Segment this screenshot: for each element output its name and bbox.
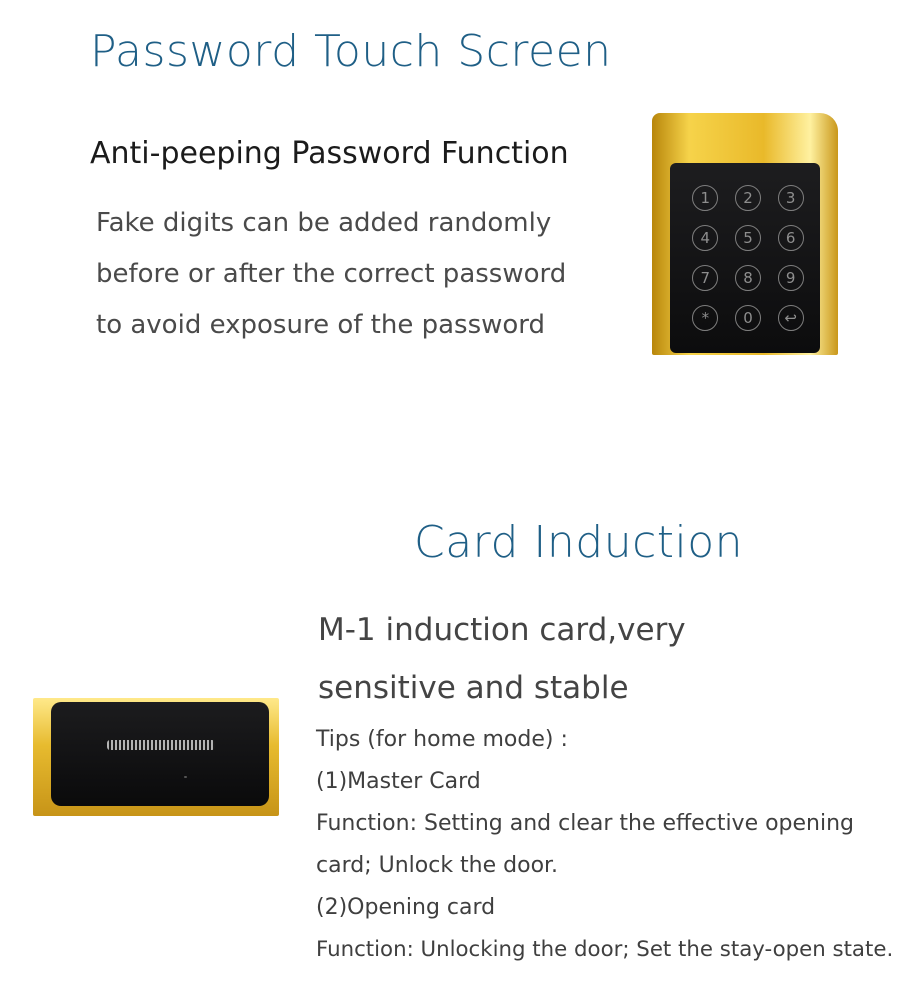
- keypad-key: 5: [735, 225, 761, 251]
- section-subtitle-anti-peeping: Anti-peeping Password Function: [90, 136, 569, 171]
- description-line: to avoid exposure of the password: [96, 310, 546, 340]
- tips-heading: Tips (for home mode) :: [316, 727, 568, 752]
- tips-item: card; Unlock the door.: [316, 853, 559, 878]
- keypad-key-zero: 0: [735, 305, 761, 331]
- keypad-key-star: *: [692, 305, 718, 331]
- keypad-grid: [684, 185, 812, 331]
- tips-item: (1)Master Card: [316, 769, 481, 794]
- card-induction-subtitle: [318, 601, 686, 717]
- keypad-key: 6: [778, 225, 804, 251]
- keypad-key: 7: [692, 265, 718, 291]
- description-line: before or after the correct password: [96, 259, 567, 289]
- keypad-lock-image: [652, 113, 838, 355]
- keypad-key-enter: ↩: [778, 305, 804, 331]
- keypad-key: 1: [692, 185, 718, 211]
- section-title-password: Password Touch Screen: [90, 26, 612, 77]
- description-line: Fake digits can be added randomly: [96, 208, 552, 238]
- keypad-key: 2: [735, 185, 761, 211]
- indicator-led-icon: [184, 776, 187, 778]
- tips-item: Function: Unlocking the door; Set the stay-open state.: [316, 937, 894, 962]
- card-reader-image: [33, 698, 279, 816]
- section-title-card-induction: Card Induction: [414, 517, 744, 568]
- card-slot-icon: [107, 740, 215, 750]
- keypad-key: 8: [735, 265, 761, 291]
- card-reader-panel: [51, 702, 269, 806]
- tips-item: (2)Opening card: [316, 895, 496, 920]
- password-description: [96, 198, 566, 351]
- keypad-panel: [670, 163, 820, 353]
- keypad-key: 3: [778, 185, 804, 211]
- keypad-key: 9: [778, 265, 804, 291]
- subtitle-line: M-1 induction card,very: [318, 612, 686, 648]
- keypad-key: 4: [692, 225, 718, 251]
- tips-item: Function: Setting and clear the effective opening: [316, 811, 855, 836]
- tips-list: [316, 719, 893, 971]
- subtitle-line: sensitive and stable: [318, 670, 629, 706]
